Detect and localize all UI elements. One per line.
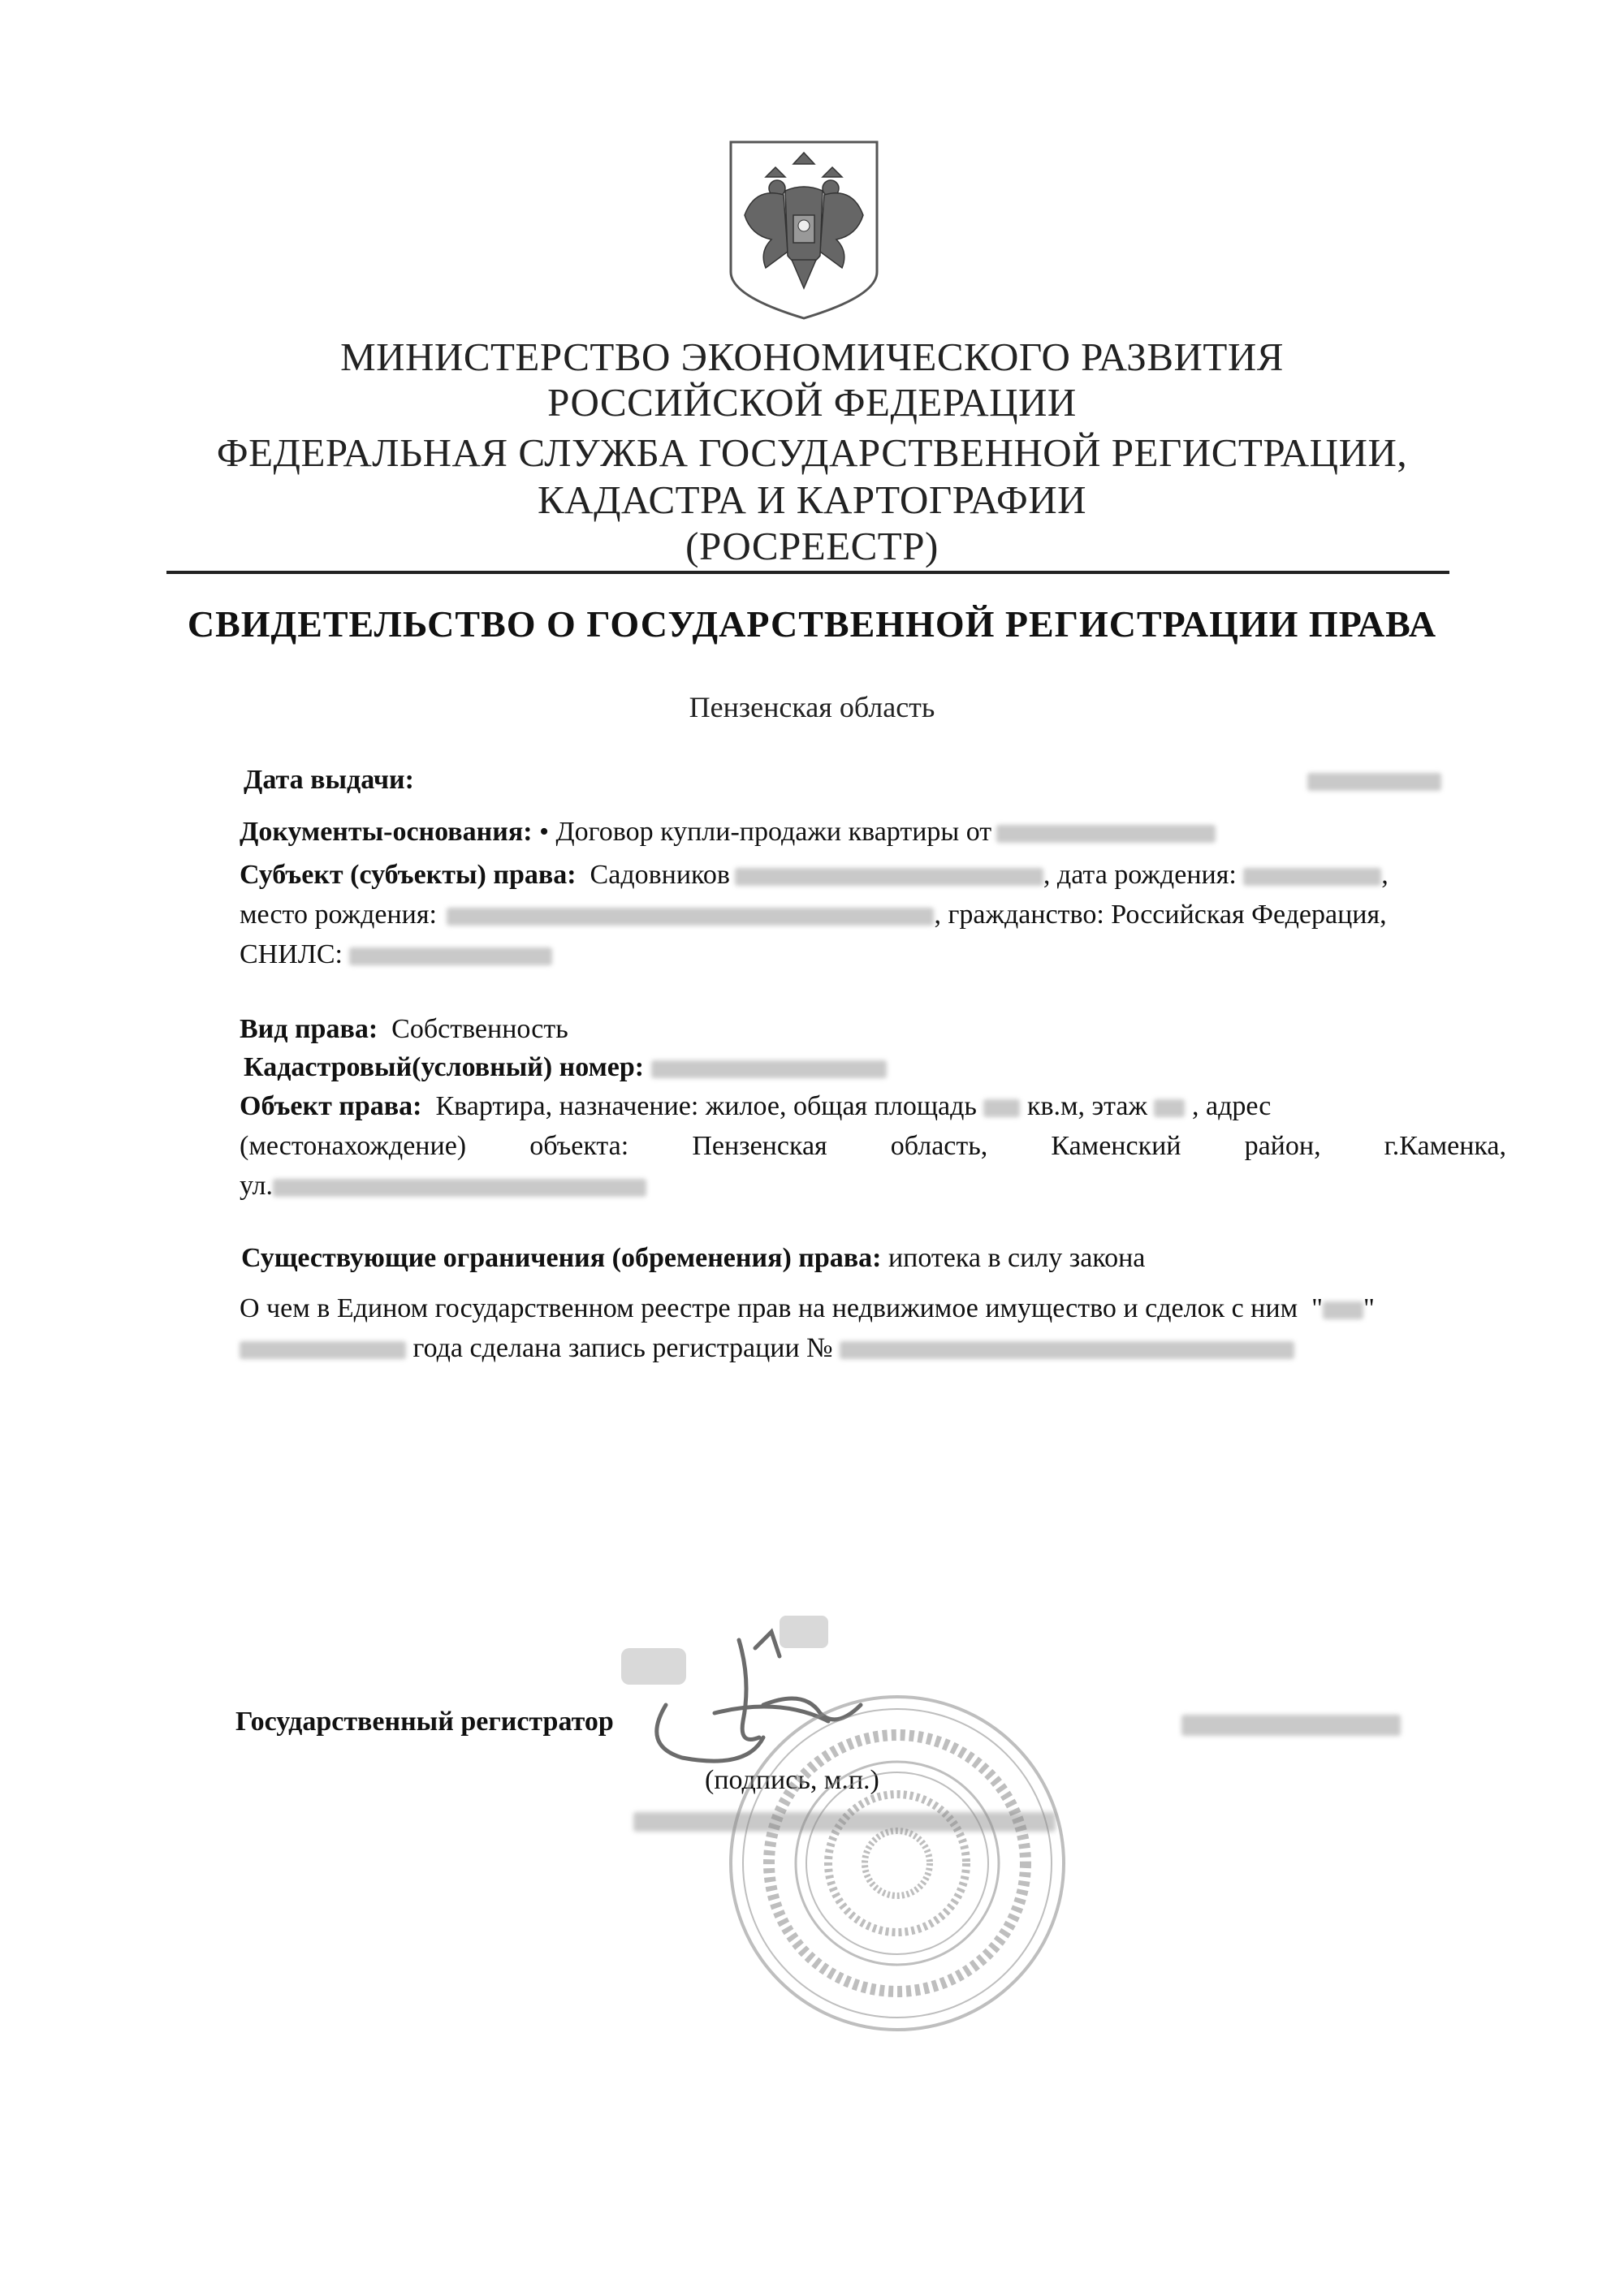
right-type-line: Вид права: Собственность <box>240 1014 568 1044</box>
signature-caption: (подпись, м.п.) <box>705 1765 879 1795</box>
subject-line-2: место рождения: , гражданство: Российская Федерация, <box>240 900 1387 930</box>
area-redacted <box>983 1099 1020 1117</box>
cadastral-number-redacted <box>651 1060 887 1078</box>
floor-redacted <box>1154 1099 1185 1117</box>
object-line-2: (местонахождение) объекта: Пензенская область, Каменский район, г.Каменка, <box>240 1131 1506 1161</box>
documents-line: Документы-основания: • Договор купли-продажи квартиры от <box>240 814 1506 851</box>
street-redacted <box>273 1179 646 1197</box>
birth-date-redacted <box>1243 868 1381 886</box>
service-line-1: ФЕДЕРАЛЬНАЯ СЛУЖБА ГОСУДАРСТВЕННОЙ РЕГИСТРАЦИИ, <box>216 430 1408 475</box>
cadastral-line: Кадастровый(условный) номер: <box>244 1049 887 1086</box>
documents-date-redacted <box>996 825 1216 843</box>
service-abbreviation: (РОСРЕЕСТР) <box>685 524 939 568</box>
region-name: Пензенская область <box>689 691 935 723</box>
ministry-line-2: РОССИЙСКОЙ ФЕДЕРАЦИИ <box>547 380 1077 425</box>
coat-of-arms-emblem <box>727 138 881 321</box>
snils-line: СНИЛС: <box>240 936 552 973</box>
snils-redacted <box>349 947 552 965</box>
registrar-label: Государственный регистратор <box>235 1707 614 1737</box>
certificate-title: СВИДЕТЕЛЬСТВО О ГОСУДАРСТВЕННОЙ РЕГИСТРАЦИИ ПРАВА <box>187 603 1437 645</box>
registry-number-redacted <box>840 1341 1294 1359</box>
encumbrance-line: Существующие ограничения (обременения) права: ипотека в силу закона <box>241 1243 1146 1273</box>
ministry-line-1: МИНИСТЕРСТВО ЭКОНОМИЧЕСКОГО РАЗВИТИЯ <box>340 334 1284 379</box>
registrar-name-redacted <box>1181 1715 1401 1736</box>
object-line-3: ул. <box>240 1167 646 1205</box>
subject-line-1: Субъект (субъекты) права: Садовников , дата рождения: , <box>240 860 1389 890</box>
official-seal-stamp <box>723 1689 1072 2038</box>
subject-name-redacted <box>735 868 1043 886</box>
object-line-1: Объект права: Квартира, назначение: жилое, общая площадь кв.м, этаж , адрес <box>240 1091 1272 1121</box>
header-divider <box>166 571 1449 574</box>
registry-line-1: О чем в Едином государственном реестре прав на недвижимое имущество и сделок с ним " " <box>240 1293 1375 1323</box>
registry-month-redacted <box>240 1341 406 1359</box>
registry-day-redacted <box>1323 1301 1363 1319</box>
registry-line-2: года сделана запись регистрации № <box>240 1330 1294 1367</box>
service-line-2: КАДАСТРА И КАРТОГРАФИИ <box>538 477 1086 522</box>
issue-date-label: Дата выдачи: <box>244 765 414 795</box>
issue-date-redacted <box>1307 773 1441 791</box>
birth-place-redacted <box>447 908 934 926</box>
